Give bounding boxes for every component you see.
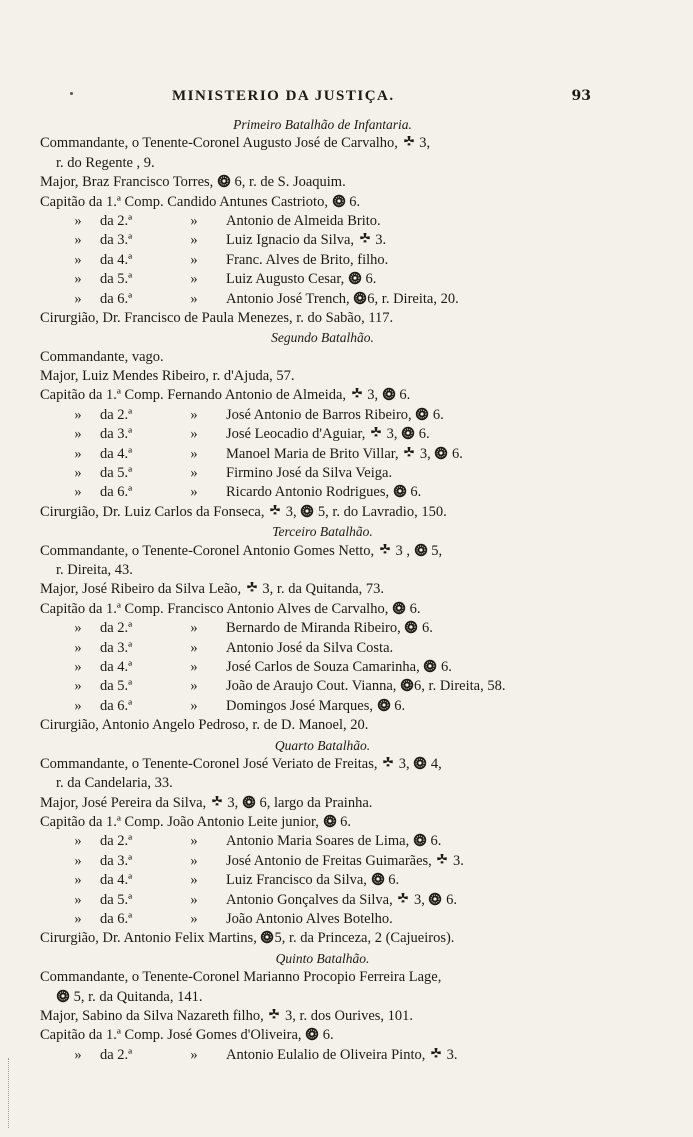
ditto-mark: » — [190, 639, 198, 656]
order-rose-icon — [404, 620, 418, 634]
entry-text: José Antonio de Freitas Guimarães, — [226, 852, 436, 869]
order-cross-icon — [369, 426, 383, 440]
roster-entry — [40, 348, 605, 367]
ditto-mark: » — [74, 484, 82, 501]
entry-text: 3. — [442, 1046, 458, 1063]
entry-text: Capitão da 1.ª Comp. João Antonio Leite junior, — [40, 814, 323, 831]
order-rose-icon — [332, 194, 346, 208]
roster-entry — [40, 367, 605, 386]
running-title: MINISTERIO DA JUSTIÇA. — [172, 88, 395, 104]
order-rose-icon — [423, 659, 437, 673]
company-number: da 6.ª — [100, 290, 133, 307]
entry-text: Commandante, o Tenente-Coronel Antonio Gomes Netto, — [40, 542, 378, 559]
entry-text: 3. — [449, 852, 464, 869]
entry-text: 6, largo da Prainha. — [255, 794, 373, 811]
order-cross-icon — [381, 756, 395, 770]
ditto-mark: » — [190, 426, 198, 443]
company-entry — [40, 639, 605, 658]
entry-text: Capitão da 1.ª Comp. José Gomes d'Oliveira, — [40, 1027, 306, 1044]
ditto-mark: » — [190, 290, 198, 307]
order-rose-icon — [371, 872, 385, 886]
entry-continuation — [40, 154, 605, 173]
page-header — [0, 88, 693, 112]
ditto-mark: » — [74, 852, 82, 869]
company-entry — [40, 658, 605, 677]
entry-text: 3, — [223, 794, 242, 811]
section-heading: Terceiro Batalhão. — [272, 524, 373, 540]
ditto-mark: » — [74, 1046, 82, 1063]
entry-text: 3, — [363, 387, 382, 404]
entry-text: 6. — [395, 387, 411, 404]
entry-text: Luiz Ignacio da Silva, — [226, 232, 358, 249]
roster-entry — [40, 716, 605, 735]
ditto-mark: » — [190, 406, 198, 423]
ditto-mark: » — [190, 465, 198, 482]
roster-entry — [40, 503, 605, 522]
order-rose-icon — [300, 504, 314, 518]
order-cross-icon — [435, 853, 449, 867]
entry-text: Capitão da 1.ª Comp. Fernando Antonio de Almeida, — [40, 387, 350, 404]
company-number: da 2.ª — [100, 212, 133, 229]
order-rose-icon — [393, 484, 407, 498]
entry-text: 3, — [395, 755, 414, 772]
entry-text: Cirurgião, Dr. Antonio Felix Martins, — [40, 930, 261, 947]
entry-text: 3, — [282, 503, 301, 520]
entry-text: Major, Sabino da Silva Nazareth filho, — [40, 1007, 268, 1024]
entry-text: Luiz Augusto Cesar, — [226, 271, 348, 288]
company-number: da 3.ª — [100, 426, 133, 443]
company-entry — [40, 445, 605, 464]
entry-text: 5, — [427, 542, 443, 559]
ditto-mark: » — [190, 271, 198, 288]
entry-continuation — [40, 774, 605, 793]
company-entry — [40, 697, 605, 716]
company-entry — [40, 891, 605, 910]
entry-text: 6, r. de S. Joaquim. — [230, 174, 346, 191]
entry-text: Ricardo Antonio Rodrigues, — [226, 484, 393, 501]
order-cross-icon — [245, 581, 259, 595]
ditto-mark: » — [190, 620, 198, 637]
roster-entry — [40, 755, 605, 774]
roster-entry — [40, 929, 605, 948]
roster-entry — [40, 193, 605, 212]
order-rose-icon — [305, 1027, 319, 1041]
company-number: da 5.ª — [100, 891, 133, 908]
company-number: da 3.ª — [100, 852, 133, 869]
company-entry — [40, 425, 605, 444]
entry-text: Antonio Eulalio de Oliveira Pinto, — [226, 1046, 429, 1063]
company-number: da 3.ª — [100, 232, 133, 249]
roster-entry — [40, 173, 605, 192]
entry-text: Major, Braz Francisco Torres, — [40, 174, 217, 191]
ditto-mark: » — [74, 212, 82, 229]
entry-text: Bernardo de Miranda Ribeiro, — [226, 620, 405, 637]
order-rose-icon — [217, 174, 231, 188]
entry-text: Domingos José Marques, — [226, 697, 377, 714]
ditto-mark: » — [190, 232, 198, 249]
ditto-mark: » — [190, 251, 198, 268]
roster-entry — [40, 1026, 605, 1045]
ditto-mark: » — [74, 271, 82, 288]
entry-text: José Antonio de Barros Ribeiro, — [226, 406, 416, 423]
company-number: da 4.ª — [100, 658, 133, 675]
entry-text: Antonio Maria Soares de Lima, — [226, 833, 413, 850]
entry-text: Cirurgião, Dr. Francisco de Paula Menezes, r. do Sabão, 117. — [40, 309, 394, 326]
entry-text: 6. — [336, 814, 352, 831]
entry-text: 6. — [415, 426, 430, 443]
order-rose-icon — [414, 543, 428, 557]
roster-entry — [40, 1007, 605, 1026]
entry-text: 6. — [319, 1027, 334, 1044]
order-rose-icon — [377, 698, 391, 712]
company-entry — [40, 270, 605, 289]
section-heading: Primeiro Batalhão de Infantaria. — [233, 117, 412, 132]
ditto-mark: » — [190, 852, 198, 869]
entry-text: Antonio Gonçalves da Silva, — [226, 891, 397, 908]
entry-continuation — [40, 561, 605, 580]
company-number: da 3.ª — [100, 639, 133, 656]
order-cross-icon — [268, 504, 282, 518]
entry-text: 6. — [390, 697, 406, 714]
order-cross-icon — [267, 1008, 281, 1022]
entry-text: 6. — [448, 445, 463, 462]
entry-text: 6, r. Direita, 20. — [367, 290, 459, 307]
entry-text: João Antonio Alves Botelho. — [226, 911, 393, 928]
entry-text: Franc. Alves de Brito, filho. — [226, 251, 389, 268]
ditto-mark: » — [74, 251, 82, 268]
ditto-mark: » — [74, 891, 82, 908]
ditto-mark: » — [190, 697, 198, 714]
entry-text: Major, José Pereira da Silva, — [40, 794, 210, 811]
company-number: da 2.ª — [100, 406, 133, 423]
entry-text: 6. — [384, 872, 400, 889]
entry-text: 5, r. da Quitanda, 141. — [70, 988, 203, 1005]
order-rose-icon — [400, 678, 414, 692]
order-cross-icon — [210, 795, 224, 809]
company-number: da 4.ª — [100, 872, 133, 889]
company-number: da 6.ª — [100, 697, 133, 714]
roster-entry — [40, 542, 605, 561]
company-number: da 2.ª — [100, 620, 133, 637]
entry-text: 6. — [406, 484, 422, 501]
ditto-mark: » — [190, 212, 198, 229]
ditto-mark: » — [74, 697, 82, 714]
entry-text: 3, r. dos Ourives, 101. — [281, 1007, 414, 1024]
ditto-mark: » — [74, 678, 82, 695]
entry-text: Commandante, vago. — [40, 348, 164, 365]
entry-text: 6. — [426, 833, 442, 850]
ditto-mark: » — [74, 639, 82, 656]
order-rose-icon — [434, 446, 448, 460]
order-cross-icon — [396, 892, 410, 906]
entry-text: 5, r. do Lavradio, 150. — [314, 503, 447, 520]
entry-text: 6. — [429, 406, 444, 423]
company-entry — [40, 852, 605, 871]
ditto-mark: » — [190, 891, 198, 908]
order-rose-icon — [413, 833, 427, 847]
ditto-mark: » — [74, 290, 82, 307]
entry-text: Commandante, o Tenente-Coronel José Veriato de Freitas, — [40, 755, 382, 772]
company-number: da 2.ª — [100, 833, 133, 850]
entry-text: Antonio de Almeida Brito. — [226, 212, 381, 229]
company-number: da 5.ª — [100, 271, 133, 288]
roster-entry — [40, 968, 605, 987]
page-edge-mark — [8, 1058, 11, 1128]
company-number: da 4.ª — [100, 445, 133, 462]
page-number: 93 — [571, 88, 591, 104]
order-rose-icon — [413, 756, 427, 770]
company-entry — [40, 1046, 605, 1065]
company-entry — [40, 619, 605, 638]
entry-text: José Leocadio d'Aguiar, — [226, 426, 369, 443]
roster-entry — [40, 134, 605, 153]
ditto-mark: » — [74, 465, 82, 482]
entry-text: 6. — [405, 600, 421, 617]
ditto-mark: » — [74, 426, 82, 443]
roster-list — [40, 115, 605, 1065]
entry-text: 3, — [410, 891, 429, 908]
entry-text: 3, — [382, 426, 402, 443]
ditto-mark: » — [190, 678, 198, 695]
ditto-mark: » — [74, 232, 82, 249]
ditto-mark: » — [74, 833, 82, 850]
company-entry — [40, 871, 605, 890]
order-rose-icon — [392, 601, 406, 615]
ditto-mark: » — [190, 445, 198, 462]
order-rose-icon — [242, 795, 256, 809]
entry-text: 6. — [437, 658, 452, 675]
roster-entry — [40, 309, 605, 328]
order-cross-icon — [350, 387, 364, 401]
roster-entry — [40, 386, 605, 405]
entry-text: Antonio José da Silva Costa. — [226, 639, 394, 656]
company-entry — [40, 290, 605, 309]
roster-entry — [40, 813, 605, 832]
ditto-mark: » — [74, 872, 82, 889]
entry-text: Capitão da 1.ª Comp. Candido Antunes Castrioto, — [40, 193, 332, 210]
ditto-mark: » — [190, 484, 198, 501]
entry-text: r. Direita, 43. — [56, 561, 133, 578]
ditto-mark: » — [74, 406, 82, 423]
ditto-mark: » — [74, 445, 82, 462]
company-entry — [40, 910, 605, 929]
order-rose-icon — [415, 407, 429, 421]
entry-continuation — [40, 988, 605, 1007]
entry-text: Commandante, o Tenente-Coronel Marianno Procopio Ferreira Lage, — [40, 969, 442, 986]
section-heading: Quinto Batalhão. — [275, 950, 370, 966]
company-number: da 5.ª — [100, 465, 133, 482]
entry-text: Major, José Ribeiro da Silva Leão, — [40, 581, 245, 598]
order-cross-icon — [402, 446, 416, 460]
entry-text: 6, r. Direita, 58. — [414, 678, 506, 695]
entry-text: Luiz Francisco da Silva, — [226, 872, 371, 889]
ditto-mark: » — [74, 911, 82, 928]
entry-text: 3. — [371, 232, 387, 249]
order-rose-icon — [428, 892, 442, 906]
order-rose-icon — [323, 814, 337, 828]
company-number: da 2.ª — [100, 1046, 133, 1063]
entry-text: Firmino José da Silva Veiga. — [226, 465, 393, 482]
company-entry — [40, 251, 605, 270]
company-entry — [40, 406, 605, 425]
order-rose-icon — [56, 989, 70, 1003]
entry-text: 6. — [442, 891, 457, 908]
order-cross-icon — [402, 135, 416, 149]
ditto-mark: » — [190, 872, 198, 889]
entry-text: 3 , — [391, 542, 414, 559]
entry-text: 3, — [415, 135, 431, 152]
ditto-mark: » — [190, 1046, 198, 1063]
order-rose-icon — [401, 426, 415, 440]
company-number: da 6.ª — [100, 484, 133, 501]
order-rose-icon — [353, 291, 367, 305]
roster-entry — [40, 600, 605, 619]
entry-text: José Carlos de Souza Camarinha, — [226, 658, 424, 675]
entry-text: João de Araujo Cout. Vianna, — [226, 678, 401, 695]
company-entry — [40, 832, 605, 851]
entry-text: Antonio José Trench, — [226, 290, 354, 307]
section-heading: Segundo Batalhão. — [271, 330, 374, 346]
ditto-mark: » — [190, 833, 198, 850]
company-entry — [40, 677, 605, 696]
company-entry — [40, 212, 605, 231]
entry-text: Major, Luiz Mendes Ribeiro, r. d'Ajuda, 57. — [40, 368, 295, 385]
order-cross-icon — [378, 543, 392, 557]
ditto-mark: » — [190, 911, 198, 928]
section-heading: Quarto Batalhão. — [274, 737, 371, 753]
order-rose-icon — [348, 271, 362, 285]
ditto-mark: » — [74, 658, 82, 675]
entry-text: Cirurgião, Dr. Luiz Carlos da Fonseca, — [40, 503, 269, 520]
company-number: da 6.ª — [100, 911, 133, 928]
company-number: da 4.ª — [100, 251, 133, 268]
order-rose-icon — [260, 930, 274, 944]
ditto-mark: » — [74, 620, 82, 637]
company-entry — [40, 464, 605, 483]
entry-text: 4, — [427, 755, 442, 772]
company-entry — [40, 483, 605, 502]
entry-text: 3, r. da Quitanda, 73. — [258, 581, 385, 598]
entry-text: 5, r. da Princeza, 2 (Cajueiros). — [274, 930, 455, 947]
entry-text: 6. — [361, 271, 377, 288]
entry-text: r. da Candelaria, 33. — [56, 775, 173, 792]
company-entry — [40, 231, 605, 250]
company-number: da 5.ª — [100, 678, 133, 695]
entry-text: 6. — [418, 620, 433, 637]
entry-text: 3, — [416, 445, 435, 462]
order-cross-icon — [358, 232, 372, 246]
entry-text: Capitão da 1.ª Comp. Francisco Antonio Alves de Carvalho, — [40, 600, 392, 617]
entry-text: Cirurgião, Antonio Angelo Pedroso, r. de D. Manoel, 20. — [40, 717, 369, 734]
roster-entry — [40, 794, 605, 813]
order-rose-icon — [382, 387, 396, 401]
entry-text: Commandante, o Tenente-Coronel Augusto José de Carvalho, — [40, 135, 402, 152]
entry-text: 6. — [345, 193, 361, 210]
ditto-mark: » — [190, 658, 198, 675]
entry-text: r. do Regente , 9. — [56, 154, 155, 171]
entry-text: Manoel Maria de Brito Villar, — [226, 445, 403, 462]
order-cross-icon — [429, 1047, 443, 1061]
roster-entry — [40, 580, 605, 599]
